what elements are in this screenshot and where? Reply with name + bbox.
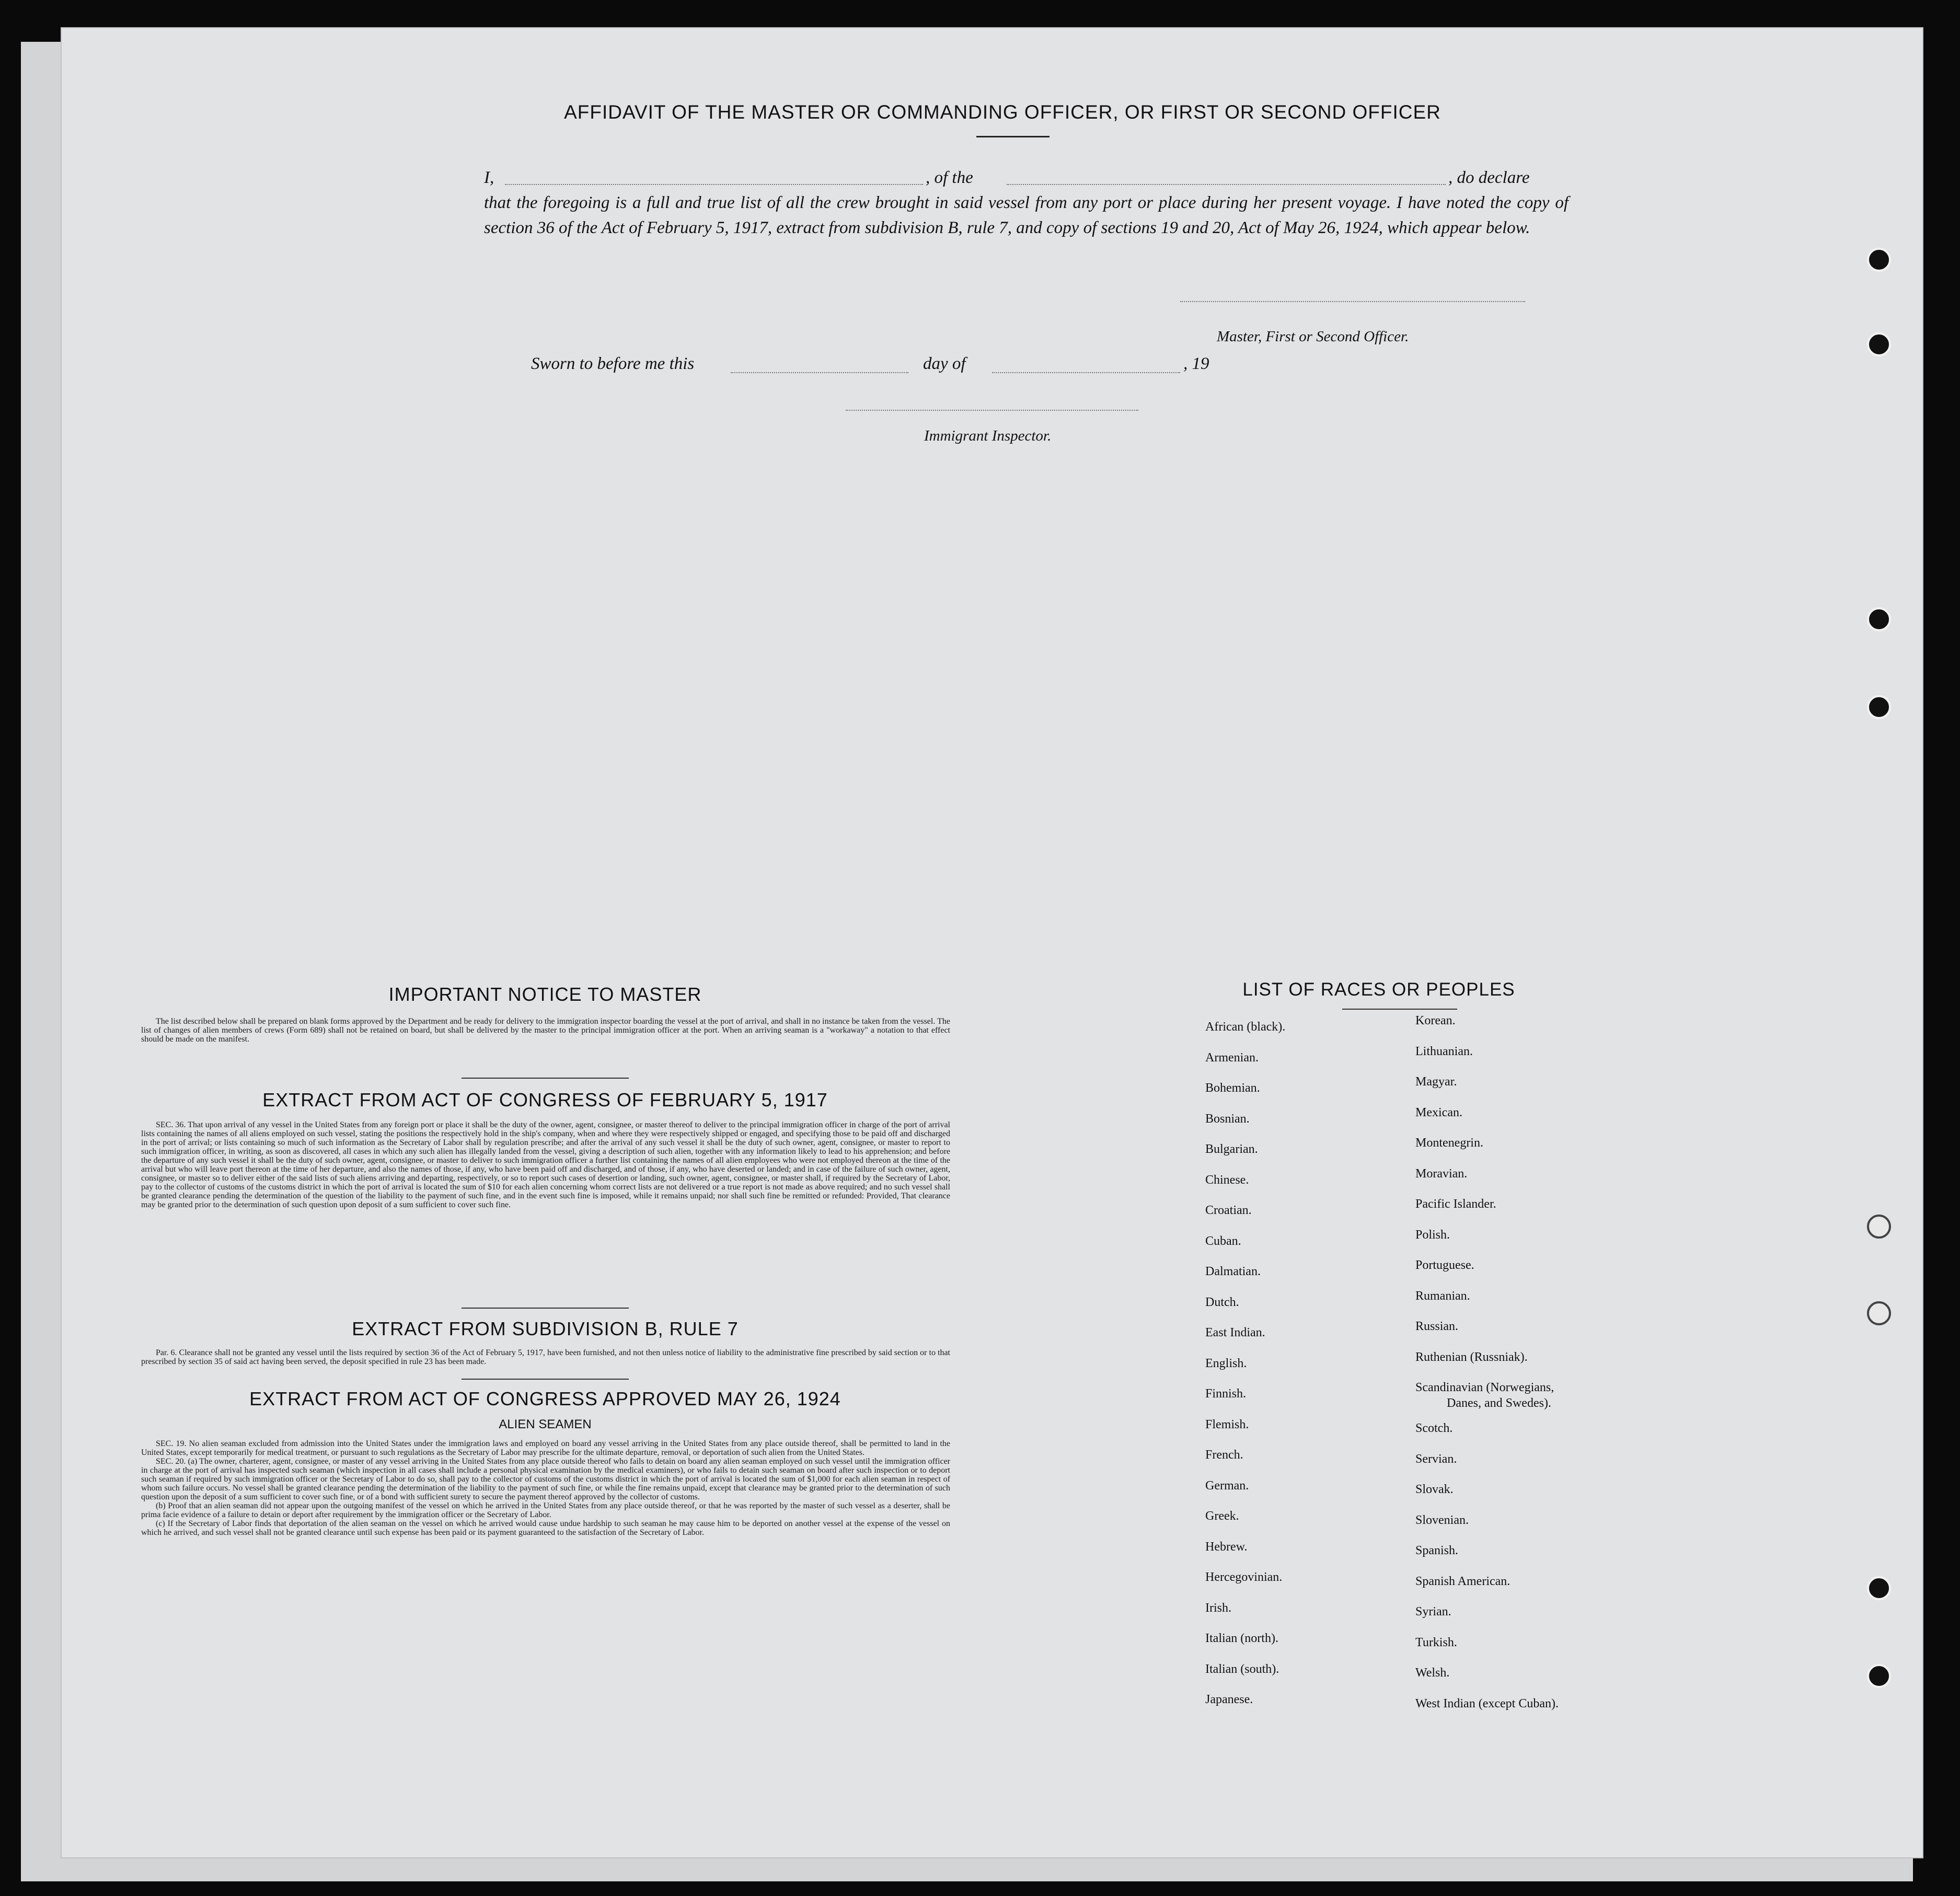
race-item: Croatian.	[1205, 1204, 1252, 1217]
race-item: Moravian.	[1415, 1166, 1468, 1181]
race-item: Hercegovinian.	[1205, 1570, 1283, 1584]
section-20b-paragraph: (b) Proof that an alien seaman did not appear upon the outgoing manifest of the vessel on which he arrived in the United States from any place outside thereof, or that he was reported by the master of such vessel as a deserter, shall be prima facie evidence of a failure to detain or deport after requirement by the immigration officer or the Secretary of Labor.	[141, 1501, 950, 1519]
binder-hole	[1867, 607, 1891, 631]
month-blank[interactable]	[992, 359, 1180, 373]
race-item: Korean.	[1415, 1014, 1456, 1027]
race-item: Bohemian.	[1205, 1081, 1260, 1095]
race-item: Cuban.	[1205, 1234, 1241, 1248]
section-19-paragraph: SEC. 19. No alien seaman excluded from admission into the United States under the immigration laws and employed on board any vessel arriving in the United States from any place outside thereof, shall be permitted to land in the United States, except temporarily for medical treatment, or pursuant to such regulations as the Secretary of Labor may prescribe for the ultimate departure, removal, or deportation of such alien from the United States.	[141, 1439, 950, 1457]
notice-paragraph: The list described below shall be prepared on blank forms approved by the Department and be ready for delivery to the immigration inspector boarding the vessel at the port of arrival, and shall in no instance be taken from the vessel. The list of changes of alien members of crews (Form 689) shall not be retained on board, but shall be delivered by the master to the principal immigration officer at the port. When an arriving seaman is a "workaway" a notation to that effect should be made on the manifest.	[141, 1017, 950, 1044]
name-blank[interactable]	[505, 168, 923, 185]
race-item: Bulgarian.	[1205, 1142, 1258, 1156]
race-item: West Indian (except Cuban).	[1415, 1696, 1559, 1710]
affidavit-body: that the foregoing is a full and true list of all the crew brought in said vessel from any port or place during her present voyage. I have noted the copy of section 36 of the Act of February 5, 1917, extract from subdivision B, rule 7, and copy of sections 19 and 20, Act of May 26, 1924, which appear below.	[484, 193, 1569, 237]
section-36-paragraph: SEC. 36. That upon arrival of any vessel in the United States from any foreign port or place it shall be the duty of the owner, agent, consignee, or master thereof to deliver to the principal immigration officer in charge of the port of arrival lists containing the names of all aliens employed on such vessel, stating the positions the respectively hold in the ship's company, when and where they were respectively shipped or engaged, and specifying those to be paid off and discharged in the port of arrival; or lists containing so much of such information as the Secretary of Labor shall by regulation prescribe; and after the arrival of any such vessel it shall be the duty of such owner, agent, consignee, or master to report to such immigration officer, in writing, as soon as discovered, all cases in which any such alien has illegally landed from the vessel, giving a description of such alien, together with any information likely to lead to his apprehension; and before the departure of any such vessel it shall be the duty of such owner, agent, consignee, or master to deliver to such immigration officer a further list containing the names of all alien employees who were not employed thereon at the time of the arrival but who will leave port thereon at the time of her departure, and also the names of those, if any, who have been paid off and discharged, and of those, if any, who have deserted or landed; and in case of the failure of such owner, agent, consignee, or master so to deliver either of the said lists of such aliens arriving and departing, respectively, or so to report such cases of desertion or landing, such owner, agent, consignee, or master shall, if required by the Secretary of Labor, pay to the collector of customs of the customs district in which the port of arrival is located the sum of $10 for each alien concerning whom correct lists are not delivered or a true report is not made as above required; and no such vessel shall be granted clearance pending the determination of the question of the liability to the payment of such fine, and in the event such fine is imposed, while it remains unpaid; nor shall such fine be remitted or refunded: Provided, That clearance may be granted prior to the determination of such question upon deposit of a sum sufficient to cover such fine.	[141, 1120, 950, 1209]
race-item: Spanish American.	[1415, 1574, 1511, 1588]
extract-1917-title: EXTRACT FROM ACT OF CONGRESS OF FEBRUARY 5, 1917	[262, 1089, 828, 1111]
race-item: Irish.	[1205, 1601, 1231, 1615]
race-item: Hebrew.	[1205, 1540, 1248, 1554]
binder-hole	[1867, 332, 1891, 356]
notice-title: IMPORTANT NOTICE TO MASTER	[388, 984, 702, 1005]
subdivision-b-title: EXTRACT FROM SUBDIVISION B, RULE 7	[352, 1318, 739, 1339]
race-item: Bosnian.	[1205, 1112, 1250, 1126]
affidavit-i: I,	[484, 168, 494, 187]
race-item: Finnish.	[1205, 1387, 1247, 1401]
binder-hole	[1867, 695, 1891, 719]
race-item: Portuguese.	[1415, 1258, 1474, 1272]
extract-1924-title: EXTRACT FROM ACT OF CONGRESS APPROVED MAY 26, 1924	[249, 1388, 841, 1409]
sworn-label: Sworn to before me this	[531, 354, 695, 373]
race-item: African (black).	[1205, 1020, 1286, 1034]
document-page	[62, 28, 1922, 1857]
race-item: Japanese.	[1205, 1693, 1253, 1706]
race-item: Scandinavian (Norwegians,	[1415, 1381, 1554, 1394]
race-item: French.	[1205, 1448, 1243, 1462]
race-item: German.	[1205, 1478, 1249, 1493]
race-item: Slovak.	[1415, 1483, 1454, 1496]
binder-hole	[1867, 1664, 1891, 1688]
race-item: Magyar.	[1415, 1075, 1457, 1089]
race-item: English.	[1205, 1356, 1247, 1370]
race-item: Welsh.	[1415, 1666, 1450, 1680]
binder-hole	[1867, 248, 1891, 272]
race-item: Armenian.	[1205, 1050, 1259, 1065]
master-signature-label: Master, First or Second Officer.	[1217, 328, 1409, 345]
affidavit-of-the: , of the	[926, 168, 973, 187]
title-underline	[976, 136, 1050, 137]
races-title: LIST OF RACES OR PEOPLES	[1242, 979, 1515, 1000]
race-item: Flemish.	[1205, 1417, 1249, 1431]
race-item: Chinese.	[1205, 1173, 1249, 1187]
race-item: Dutch.	[1205, 1295, 1239, 1309]
race-item: Italian (north).	[1205, 1632, 1278, 1645]
race-item: Pacific Islander.	[1415, 1197, 1496, 1211]
race-item: Turkish.	[1415, 1635, 1457, 1649]
race-item: Lithuanian.	[1415, 1044, 1473, 1058]
extract-1924-body	[141, 1439, 950, 1537]
affidavit-do-declare: , do declare	[1448, 168, 1530, 187]
race-item: Greek.	[1205, 1509, 1239, 1523]
race-item: Spanish.	[1415, 1544, 1459, 1557]
races-left-column	[1205, 1012, 1285, 1715]
affidavit-title: AFFIDAVIT OF THE MASTER OR COMMANDING OFFICER, OR FIRST OR SECOND OFFICER	[564, 101, 1441, 123]
affidavit-declaration	[484, 165, 1576, 240]
extract-1917-body	[141, 1120, 950, 1209]
binder-hole	[1867, 1215, 1891, 1239]
race-item: Russian.	[1415, 1320, 1459, 1333]
binder-hole	[1867, 1301, 1891, 1325]
race-item: Dalmatian.	[1205, 1265, 1261, 1278]
race-item: Mexican.	[1415, 1105, 1462, 1119]
master-signature-line[interactable]	[1180, 300, 1525, 302]
section-20a-paragraph: SEC. 20. (a) The owner, charterer, agent, consignee, or master of any vessel arriving in the United States from any place outside thereof who fails to detain on board any alien seaman employed on such vessel until the immigration officer in charge at the port of arrival has inspected such seaman (which inspection in all cases shall include a personal physical examination by the medical examiners), or who fails to detain such seaman on board after such inspection or to deport such seaman if required by such immigration officer or the Secretary of Labor to do so, shall pay to the collector of customs of the customs district in which the port of arrival is located the sum of $1,000 for each alien seaman in respect of whom such failure occurs. No vessel shall be granted clearance pending the determination of the liability to the payment of such fine, or while the fine remains unpaid, except that clearance may be granted prior to the determination of such question upon the deposit of a sum sufficient to cover such fine, or of a bond with sufficient surety to secure the payment thereof approved by the collector of customs.	[141, 1457, 950, 1501]
sworn-day-blank[interactable]	[731, 359, 908, 373]
vessel-blank[interactable]	[1007, 168, 1446, 185]
race-item: Servian.	[1415, 1452, 1457, 1466]
race-item: Slovenian.	[1415, 1513, 1469, 1527]
race-item: Syrian.	[1415, 1605, 1451, 1618]
race-item: Ruthenian (Russniak).	[1415, 1350, 1528, 1364]
races-right-column	[1415, 1005, 1559, 1719]
paragraph-6: Par. 6. Clearance shall not be granted any vessel until the lists required by section 36 of the Act of February 5, 1917, have been furnished, and not then unless notice of liability to the administrative fine prescribed by said section or to that prescribed by section 35 of said act having been served, the deposit specified in rule 23 has been made.	[141, 1348, 950, 1366]
year-label: , 19	[1183, 354, 1209, 373]
race-item: Montenegrin.	[1415, 1136, 1483, 1150]
race-item: Polish.	[1415, 1228, 1450, 1242]
inspector-signature-label: Immigrant Inspector.	[924, 427, 1052, 444]
race-item: Rumanian.	[1415, 1289, 1470, 1303]
section-divider	[462, 1308, 629, 1309]
race-item: Danes, and Swedes).	[1447, 1396, 1551, 1410]
alien-seamen-subtitle: ALIEN SEAMEN	[499, 1417, 592, 1431]
race-item: Scotch.	[1415, 1421, 1453, 1435]
subdivision-b-body	[141, 1348, 950, 1366]
race-item: East Indian.	[1205, 1326, 1265, 1339]
race-item: Italian (south).	[1205, 1662, 1279, 1676]
notice-body	[141, 1017, 950, 1044]
section-divider	[462, 1379, 629, 1380]
day-of-label: day of	[923, 354, 966, 373]
section-divider	[462, 1078, 629, 1079]
inspector-signature-line[interactable]	[846, 409, 1138, 411]
section-20c-paragraph: (c) If the Secretary of Labor finds that deportation of the alien seaman on the vessel on which he arrived would cause undue hardship to such seaman he may cause him to be deported on another vessel at the expense of the vessel on which he arrived, and such vessel shall not be granted clearance until such expense has been paid or its payment guaranteed to the satisfaction of the Secretary of Labor.	[141, 1519, 950, 1537]
binder-hole	[1867, 1576, 1891, 1600]
